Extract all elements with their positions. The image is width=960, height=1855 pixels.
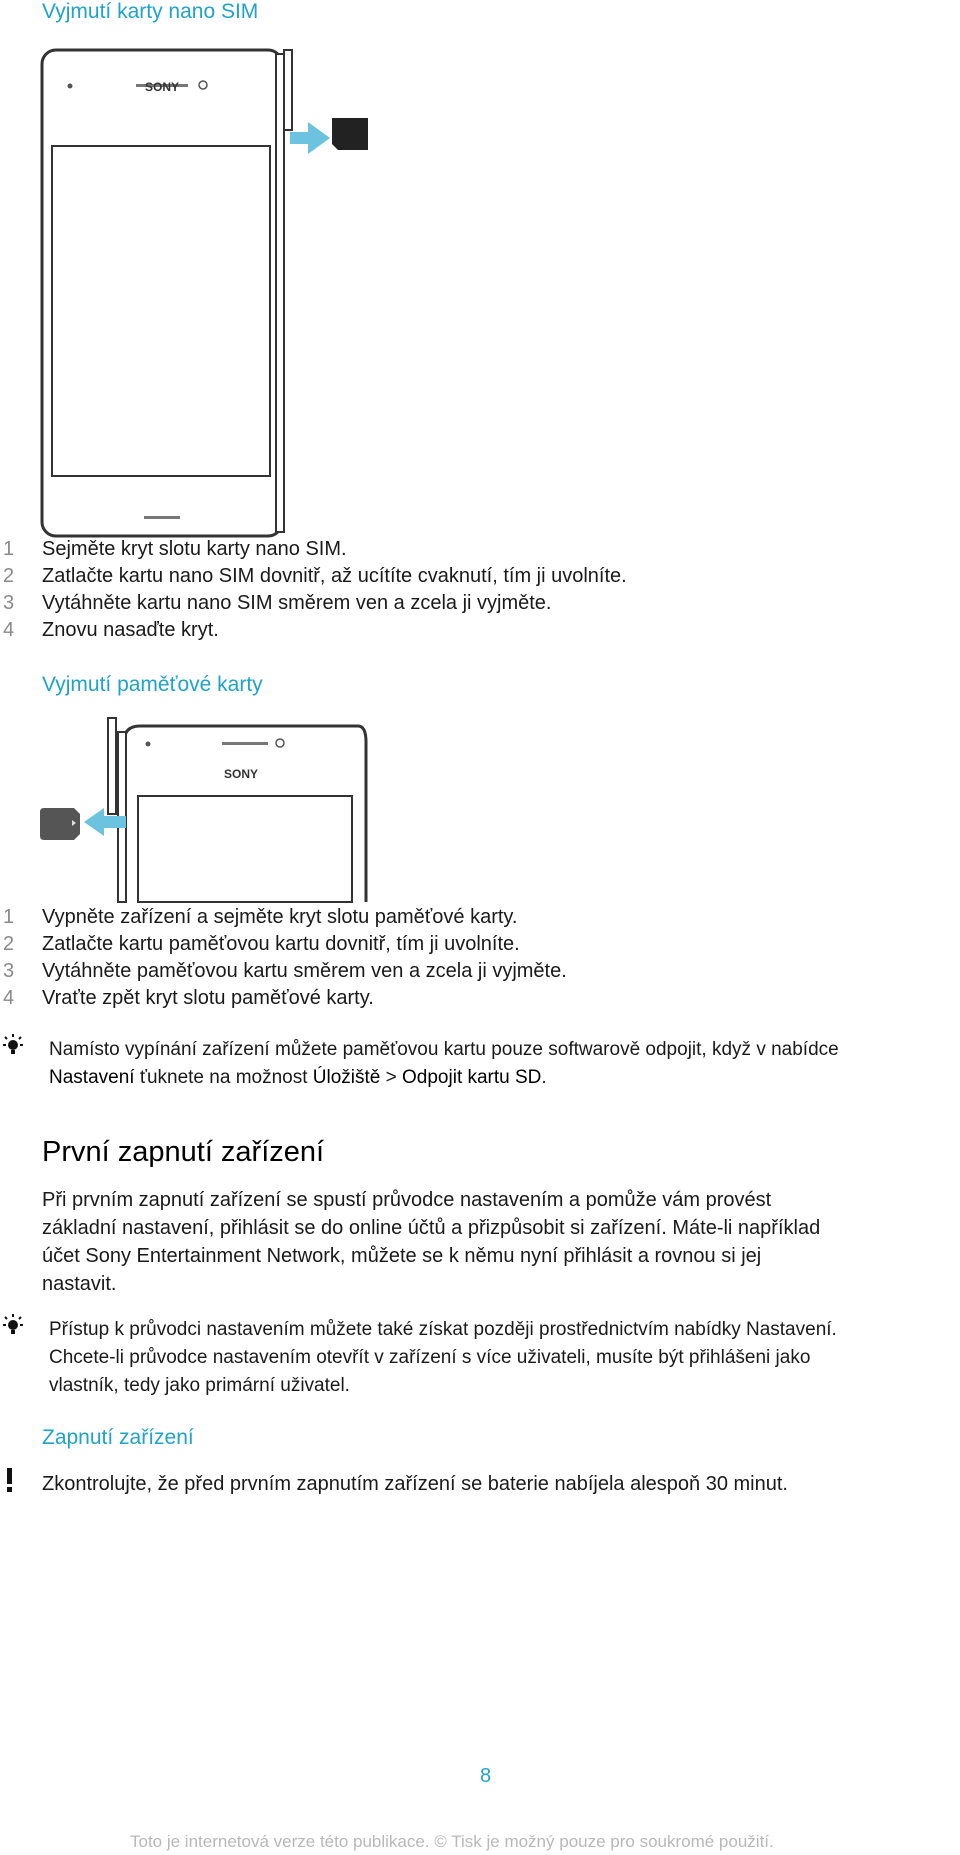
- list-item: [0, 985, 940, 1012]
- tip-text: ťuknete na možnost: [134, 1067, 313, 1088]
- lightbulb-icon: [0, 1313, 26, 1339]
- list-item: [0, 563, 940, 590]
- section-heading-power-on: Zapnutí zařízení: [42, 1426, 194, 1449]
- step-text: Vytáhněte kartu nano SIM směrem ven a zcela ji vyjměte.: [42, 592, 552, 614]
- tip-unmount-sd: [49, 1036, 959, 1092]
- step-number: 3: [3, 960, 15, 982]
- section-heading-memory-card: Vyjmutí paměťové karty: [42, 673, 263, 696]
- nano-sim-steps: [0, 536, 940, 644]
- note-battery-charge: Zkontrolujte, že před prvním zapnutím zařízení se baterie nabíjela alespoň 30 minut.: [42, 1473, 788, 1495]
- paragraph-line: Při prvním zapnutí zařízení se spustí průvodce nastavením a pomůže vám provést: [42, 1189, 772, 1211]
- memory-card-removal-illustration: [40, 712, 380, 904]
- list-item: [0, 590, 940, 617]
- phone-brand-label: SONY: [144, 80, 180, 94]
- list-item: [0, 904, 940, 931]
- phone-brand-label: SONY: [223, 767, 259, 781]
- page-title: První zapnutí zařízení: [42, 1136, 325, 1168]
- step-text: Zatlačte kartu paměťovou kartu dovnitř, tím ji uvolníte.: [42, 933, 520, 955]
- lightbulb-icon: [0, 1033, 26, 1059]
- intro-paragraph: [42, 1186, 957, 1298]
- list-item: [0, 617, 940, 644]
- step-text: Vraťte zpět kryt slotu paměťové karty.: [42, 987, 374, 1009]
- step-number: 4: [3, 987, 15, 1009]
- step-number: 1: [3, 538, 15, 560]
- step-number: 1: [3, 906, 15, 928]
- list-item: [0, 536, 940, 563]
- tip-line: vlastník, tedy jako primární uživatel.: [49, 1375, 350, 1396]
- footer-note: Toto je internetová verze této publikace. © Tisk je možný pouze pro soukromé použití.: [130, 1832, 774, 1851]
- paragraph-line: účet Sony Entertainment Network, můžete se k němu nyní přihlásit a rovnou si jej: [42, 1245, 762, 1267]
- nano-sim-removal-illustration: [40, 46, 380, 540]
- step-number: 2: [3, 933, 15, 955]
- tip-text: .: [541, 1067, 547, 1088]
- step-text: Vytáhněte paměťovou kartu směrem ven a zcela ji vyjměte.: [42, 960, 567, 982]
- step-text: Vypněte zařízení a sejměte kryt slotu paměťové karty.: [42, 906, 518, 928]
- step-text: Sejměte kryt slotu karty nano SIM.: [42, 538, 347, 560]
- page-number: 8: [480, 1765, 492, 1787]
- list-item: [0, 958, 940, 985]
- section-heading-nano-sim: Vyjmutí karty nano SIM: [42, 0, 259, 23]
- tip-text: >: [380, 1067, 403, 1088]
- step-number: 3: [3, 592, 15, 614]
- ui-ref-storage: Úložiště: [312, 1067, 381, 1088]
- ui-ref-settings: Nastavení: [49, 1067, 135, 1088]
- step-number: 4: [3, 619, 15, 641]
- paragraph-line: nastavit.: [42, 1273, 117, 1295]
- step-number: 2: [3, 565, 15, 587]
- step-text: Znovu nasaďte kryt.: [42, 619, 219, 641]
- tip-line: Chcete-li průvodce nastavením otevřít v zařízení s více uživateli, musíte být přihlášeni jako: [49, 1347, 811, 1368]
- tip-setup-guide: [49, 1316, 959, 1400]
- memory-card-steps: [0, 904, 940, 1012]
- exclamation-icon: [4, 1467, 16, 1493]
- list-item: [0, 931, 940, 958]
- tip-line: Namísto vypínání zařízení můžete paměťovou kartu pouze softwarově odpojit, když v nabídce: [49, 1039, 839, 1060]
- tip-line: Přístup k průvodci nastavením můžete také získat později prostřednictvím nabídky Nastavení.: [49, 1319, 837, 1340]
- tip-line: [49, 1064, 959, 1092]
- paragraph-line: základní nastavení, přihlásit se do online účtů a přizpůsobit si zařízení. Máte-li například: [42, 1217, 821, 1239]
- ui-ref-unmount-sd: Odpojit kartu SD: [402, 1067, 542, 1088]
- step-text: Zatlačte kartu nano SIM dovnitř, až ucítíte cvaknutí, tím ji uvolníte.: [42, 565, 627, 587]
